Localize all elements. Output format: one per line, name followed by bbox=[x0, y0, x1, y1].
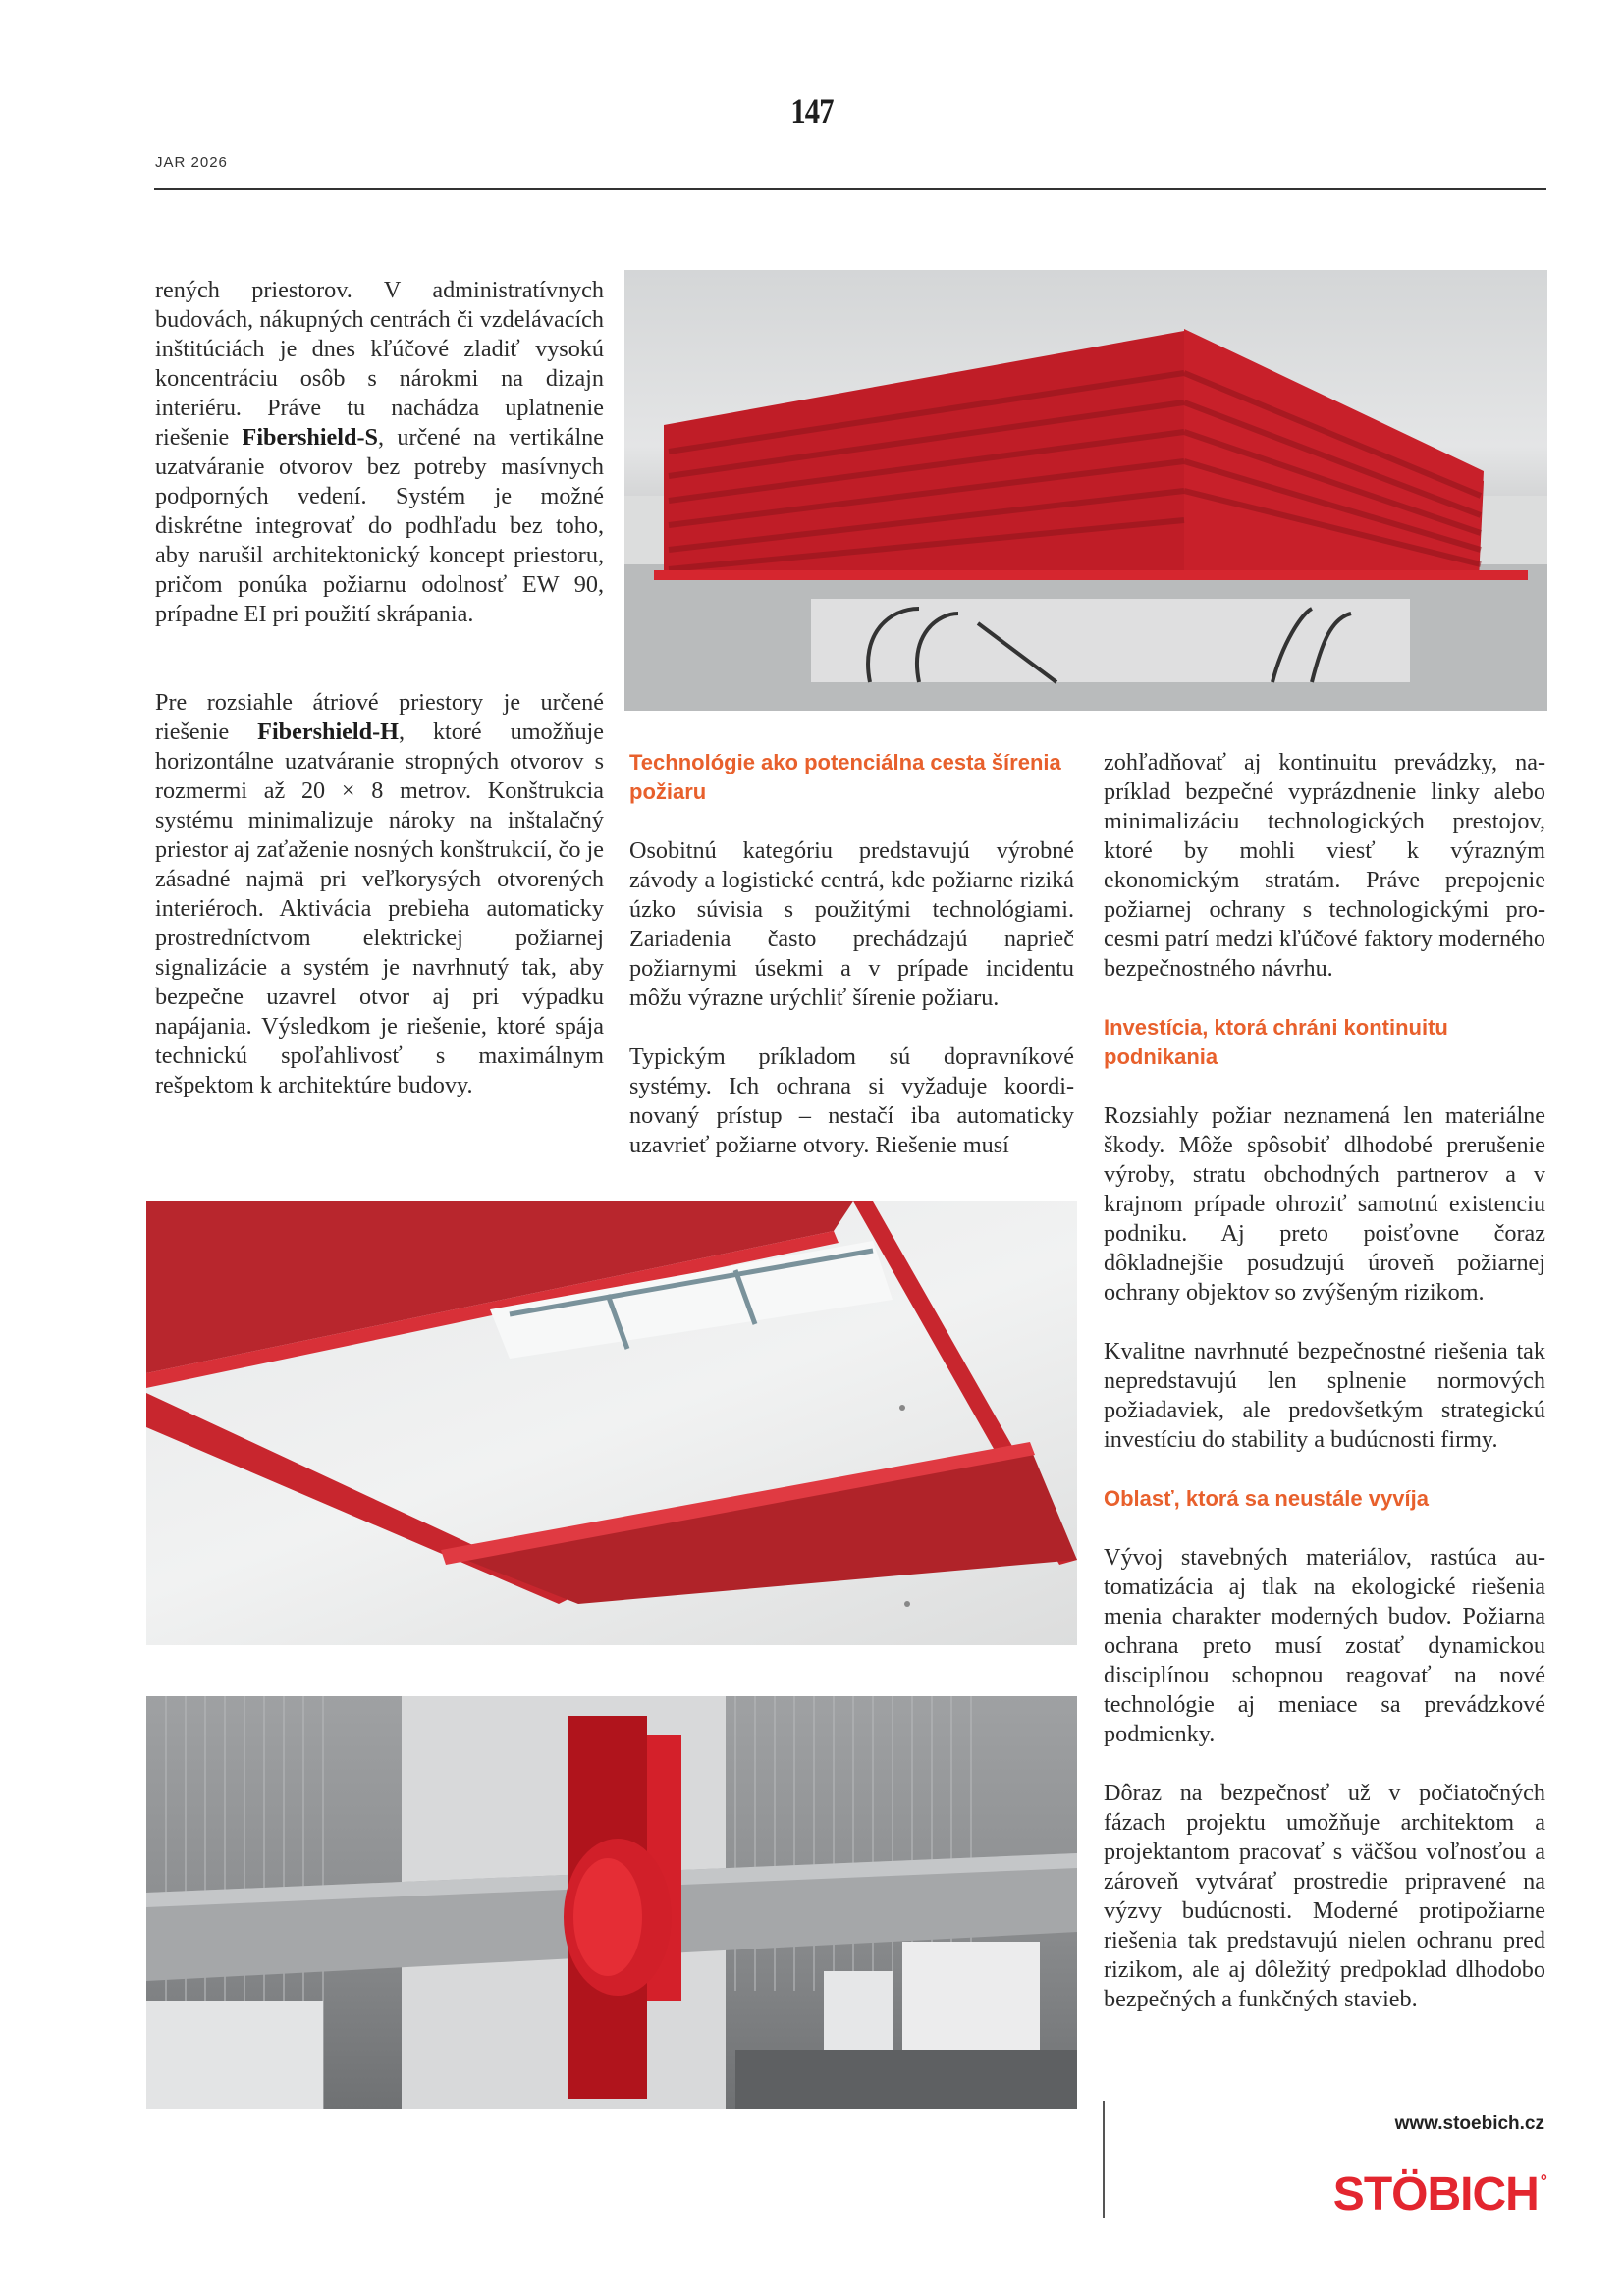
duct-fire-damper-photo bbox=[146, 1696, 1077, 2109]
ceiling-curtain-illustration-icon bbox=[146, 1201, 1077, 1645]
product-name: Fibershield-H bbox=[257, 719, 399, 745]
duct-damper-illustration-icon bbox=[146, 1696, 1077, 2109]
brand-mark-icon: ° bbox=[1540, 2171, 1546, 2191]
product-name: Fibershield-S bbox=[242, 424, 378, 451]
section-heading: Oblasť, ktorá sa neustále vyvíja bbox=[1104, 1486, 1429, 1511]
text: , určené na vertikálne uzatváranie otvorov bez potreby masívnych podporných vedení. Systém je možné diskrétne integrovať do podhľadu bez toho, aby narušil architektonický koncept priestoru, pričom ponúka požiarnu odolnosť EW 90, prípadne EI pri použití skrápania. bbox=[155, 424, 604, 627]
section-heading: Investícia, ktorá chráni kontinuitu podnikania bbox=[1104, 1015, 1448, 1069]
article-column-1-para-2 bbox=[155, 688, 604, 1100]
website-link[interactable]: www.stoebich.cz bbox=[1394, 2113, 1544, 2134]
paragraph: Kvalitne navrhnuté bezpečnostné riešenia tak nepredstavujú len splnenie normových požiadaviek, ale predovšetkým strategickú investíciu do stability a budúcnosti firmy. bbox=[1104, 1338, 1545, 1453]
text: Pre rozsiahle átriové priestory je určené riešenie bbox=[155, 689, 604, 745]
ceiling-opening-fire-curtain-photo bbox=[146, 1201, 1077, 1645]
text: rených priestorov. V administratívnych budovách, nákupných centrách či vzdelávacích inštitúciách je dnes kľúčové zladiť vysokú koncentráciu osôb s nárokmi na dizajn interiéru. Práve tu nachádza uplatnenie riešenie bbox=[155, 277, 604, 451]
article-column-2 bbox=[629, 748, 1074, 1160]
article-column-3 bbox=[1104, 748, 1545, 2014]
page-number: 147 bbox=[790, 91, 834, 131]
article-column-1-para-1 bbox=[155, 276, 604, 629]
paragraph: Typickým príkladom sú dopravníkové systémy. Ich ochrana si vyžaduje koordinovaný prístup – nestačí iba automaticky uzavrieť požiarne otvory. Riešenie musí bbox=[629, 1043, 1074, 1158]
text: , ktoré umožňuje horizontálne uzatváranie stropných otvorov s rozmermi až 20 × 8 metrov. Konštrukcia systému minimalizuje nároky na inštalačný priestor aj zaťaženie nosných konštrukcií, čo je zásadné najmä pri veľkorysých otvorených interiéroch. Aktivácia prebieha automaticky prostredníctvom elektrickej požiarnej signalizácie a systém je navrhnutý tak, aby bezpečne uzavrel otvor aj pri výpadku napájania. Výsledkom je riešenie, ktoré spája technickú spoľahlivosť s maximálnym rešpektom k architektúre budovy. bbox=[155, 719, 604, 1098]
paragraph: Osobitnú kategóriu predstavujú výrobné závody a logistické centrá, kde požiarne riziká úzko súvisia s použitými technológiami. Zariadenia často prechádzajú naprieč požiarnymi úsekmi a v prípade incidentu môžu výrazne urýchliť šírenie požiaru. bbox=[629, 837, 1074, 1011]
atrium-fire-curtain-photo bbox=[624, 270, 1547, 711]
header-divider bbox=[154, 188, 1546, 190]
paragraph: Vývoj stavebných materiálov, rastúca automatizácia aj tlak na ekologické riešenia menia charakter moderných budov. Požiarna ochrana preto musí zostať dynamickou disciplínou schopnou reagovať na nové technológie aj meniace sa prevádzkové podmienky. bbox=[1104, 1544, 1545, 1747]
footer-divider bbox=[1103, 2101, 1105, 2218]
paragraph bbox=[155, 276, 604, 629]
section-heading: Technológie ako potenciálna cesta šírenia požiaru bbox=[629, 750, 1061, 804]
paragraph bbox=[155, 688, 604, 1100]
stobich-logo bbox=[1333, 2167, 1546, 2221]
issue-label: JAR 2026 bbox=[155, 154, 228, 171]
paragraph: zohľadňovať aj kontinuitu prevádzky, napríklad bezpečné vyprázdnenie linky alebo minimalizáciu technologických prestojov, ktoré by mohli viesť k výrazným ekonomickým stratám. Práve prepojenie požiarnej ochrany s technologickými procesmi patrí medzi kľúčové faktory moderného bezpečnostného návrhu. bbox=[1104, 749, 1545, 982]
brand-name: STÖBICH bbox=[1332, 2168, 1539, 2220]
paragraph: Rozsiahly požiar neznamená len materiálne škody. Môže spôsobiť dlhodobé prerušenie výroby, stratu obchodných partnerov a v krajnom prípade ohroziť samotnú existenciu podniku. Aj preto poisťovne čoraz dôkladnejšie posudzujú úroveň požiarnej ochrany objektov so zvýšeným rizikom. bbox=[1104, 1102, 1545, 1306]
fire-curtain-illustration-icon bbox=[624, 270, 1547, 711]
paragraph: Dôraz na bezpečnosť už v počiatočných fázach projektu umožňuje architektom a projektantom pracovať s väčšou voľnosťou a zároveň vytvárať prostredie pripravené na výzvy budúcnosti. Moderné protipožiarne riešenia tak predstavujú nielen ochranu pred rizikom, ale aj dôležitý predpoklad dlhodobo bezpečných a funkčných stavieb. bbox=[1104, 1780, 1545, 2012]
